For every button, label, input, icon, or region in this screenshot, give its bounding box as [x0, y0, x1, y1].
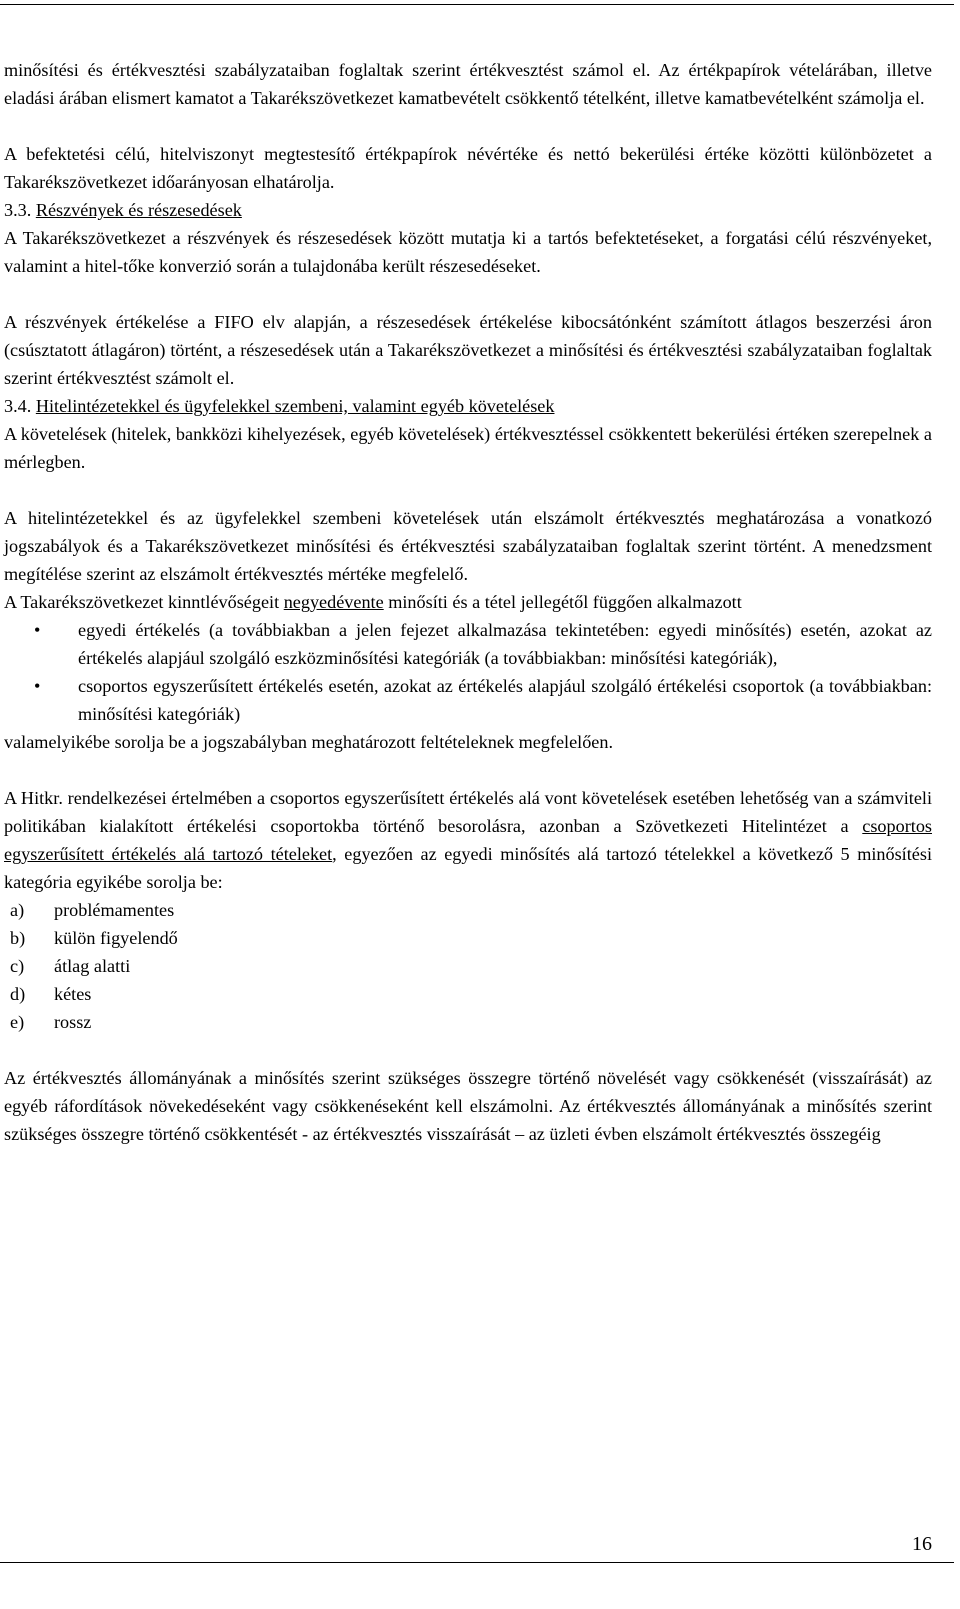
bullet-list [4, 616, 932, 728]
list-item [4, 1008, 932, 1036]
list-item-text: kétes [54, 984, 92, 1004]
section-heading-3-4 [4, 392, 932, 420]
list-label: a) [10, 900, 25, 920]
paragraph: A részvények értékelése a FIFO elv alapján, a részesedések értékelése kibocsátónként számított átlagos beszerzési áron (csúsztatott átlagáron) történt, a részesedések után a Takarékszövetkezet a minősítési és értékvesztési szabályzataiban foglaltak szerint értékvesztést számolt el. [4, 312, 932, 388]
section-title: Részvények és részesedések [35, 200, 242, 220]
list-label: d) [10, 984, 26, 1004]
page-number: 16 [912, 1533, 932, 1555]
text-run: A Takarékszövetkezet kinntlévőségeit [4, 592, 284, 612]
paragraph: Az értékvesztés állományának a minősítés szerint szükséges összegre történő növelését vagy csökkenését (visszaírását) az egyéb ráfordítások növekedéseként vagy csökkenéseként kell elszámolni. Az értékvesztés állományának a minősítés szerint szükséges összegre történő csökkentését - az értékvesztés visszaírását – az üzleti évben elszámolt értékvesztés összegéig [4, 1068, 932, 1144]
section-number: 3.4. [4, 396, 36, 416]
list-item-text: külön figyelendő [54, 928, 178, 948]
list-label: c) [10, 956, 25, 976]
footer-rule [0, 1562, 954, 1563]
paragraph: A követelések (hitelek, bankközi kihelyezések, egyéb követelések) értékvesztéssel csökkentett bekerülési értéken szerepelnek a mérlegben. [4, 424, 932, 472]
bullet-icon: • [34, 676, 41, 696]
paragraph: valamelyikébe sorolja be a jogszabályban meghatározott feltételeknek megfelelően. [4, 732, 614, 752]
list-item-text: átlag alatti [54, 956, 131, 976]
paragraph: A hitelintézetekkel és az ügyfelekkel szembeni követelések után elszámolt értékvesztés meghatározása a vonatkozó jogszabályok és a Takarékszövetkezet minősítési és értékvesztési szabályzataiban foglaltak szerint történt. A menedzsment megítélése szerint az elszámolt értékvesztés mértéke megfelelő. [4, 508, 932, 584]
list-item [4, 952, 932, 980]
list-label: e) [10, 1012, 25, 1032]
bullet-icon: • [34, 620, 41, 640]
list-item-text: csoportos egyszerűsített értékelés esetén, azokat az értékelés alapjául szolgáló értékelési csoportok (a továbbiakban: minősítési kategóriák) [78, 676, 932, 724]
list-item [4, 924, 932, 952]
paragraph [4, 588, 932, 616]
text-run: minősíti és a tétel jellegétől függően alkalmazott [383, 592, 742, 612]
text-run: , egyezően az egyedi minősítés alá tartozó tételekkel a következő 5 minősítési kategória egyikébe sorolja be: [4, 844, 932, 892]
section-number: 3.3. [4, 200, 36, 220]
category-list [4, 896, 932, 1036]
header-rule [0, 4, 954, 5]
paragraph: A Takarékszövetkezet a részvények és részesedések között mutatja ki a tartós befektetéseket, a forgatási célú részvényeket, valamint a hitel-tőke konverzió során a tulajdonába került részesedéseket. [4, 228, 932, 276]
list-label: b) [10, 928, 26, 948]
list-item-text: problémamentes [54, 900, 175, 920]
underlined-text: csoportos egyszerűsített értékelés alá tartozó tételeket [4, 816, 932, 864]
list-item [4, 896, 932, 924]
section-title: Hitelintézetekkel és ügyfelekkel szembeni, valamint egyéb követelések [35, 396, 555, 416]
text-run: A Hitkr. rendelkezései értelmében a csoportos egyszerűsített értékelés alá vont követelések esetében lehetőség van a számviteli politikában kialakított értékelési csoportokba történő besorolásra, azonban a Szövetkezeti Hitelintézet a [4, 788, 932, 836]
list-item [4, 980, 932, 1008]
section-heading-3-3 [4, 196, 932, 224]
paragraph: A befektetési célú, hitelviszonyt megtestesítő értékpapírok névértéke és nettó bekerülési értéke közötti különbözetet a Takarékszövetkezet időarányosan elhatárolja. [4, 144, 932, 192]
underlined-text: negyedévente [283, 592, 384, 612]
list-item [4, 616, 932, 672]
paragraph [4, 784, 932, 896]
paragraph: minősítési és értékvesztési szabályzataiban foglaltak szerint értékvesztést számol el. Az értékpapírok vételárában, illetve eladási árában elismert kamatot a Takarékszövetkezet kamatbevételt csökkentő tételként, illetve kamatbevételként számolja el. [4, 60, 932, 108]
list-item-text: rossz [54, 1012, 92, 1032]
document-body [4, 56, 932, 1148]
list-item [4, 672, 932, 728]
list-item-text: egyedi értékelés (a továbbiakban a jelen fejezet alkalmazása tekintetében: egyedi minősítés) esetén, azokat az értékelés alapjául szolgáló eszközminősítési kategóriák (a továbbiakban: minősítési kategóriák), [78, 620, 932, 668]
